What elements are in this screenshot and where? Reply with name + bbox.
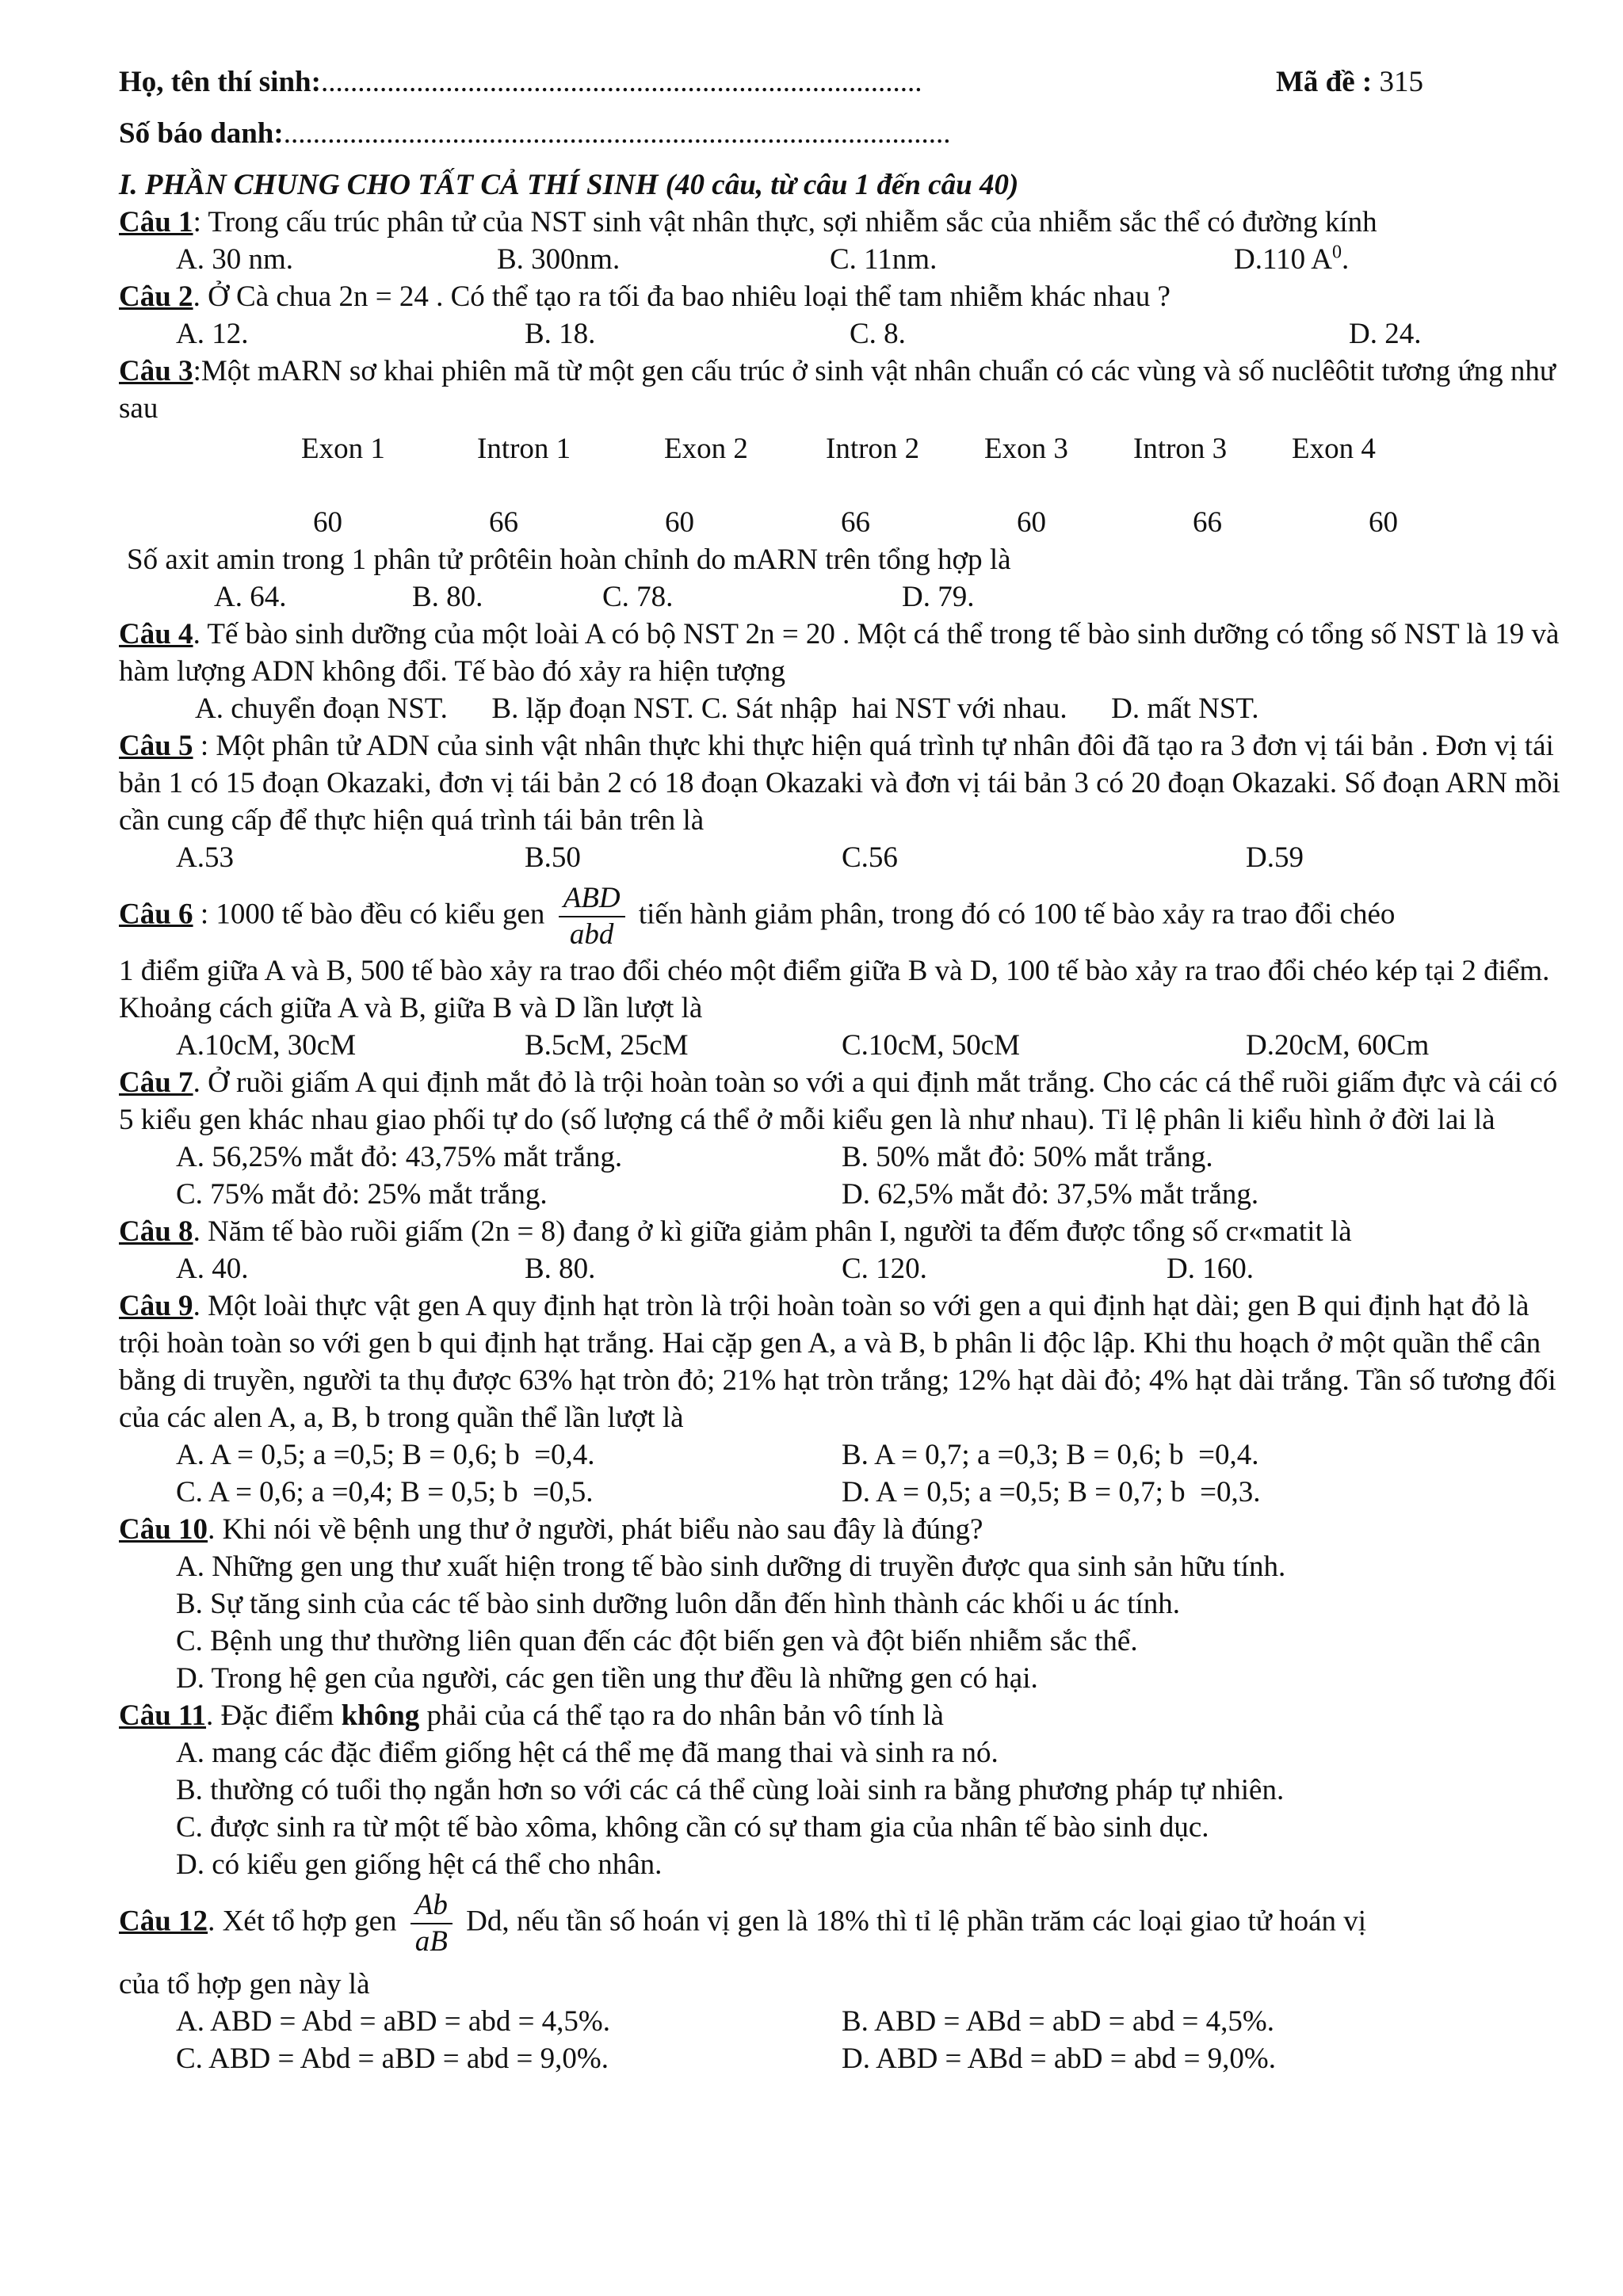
answer-c: C. Bệnh ung thư thường liên quan đến các đột biến gen và đột biến nhiễm sắc thể. — [176, 1625, 1138, 1657]
region-label: Exon 2 — [664, 433, 748, 465]
answers-q12-row2 — [119, 2040, 1561, 2077]
answer-d: D. 79. — [902, 581, 975, 613]
question-text: . Ở Cà chua 2n = 24 . Có thể tạo ra tối đa bao nhiêu loại thể tam nhiễm khác nhau ? — [193, 280, 1170, 313]
candidate-name-dots: .................................................................................. — [320, 66, 922, 98]
answer-a: A. 56,25% mắt đỏ: 43,75% mắt trắng. — [176, 1141, 623, 1173]
question-text: . Tế bào sinh dưỡng của một loài A có bộ NST 2n = 20 . Một cá thể trong tế bào sinh dưỡng có tổng số NST là 19 và hàm lượng ADN không đổi. Tế bào đó xảy ra hiện tượng — [119, 618, 1560, 688]
answer-d: D. A = 0,5; a =0,5; B = 0,7; b =0,3. — [842, 1476, 1261, 1508]
answers-q8 — [119, 1250, 1561, 1287]
answer-b: B. A = 0,7; a =0,3; B = 0,6; b =0,4. — [842, 1439, 1259, 1471]
genotype-fraction — [559, 881, 625, 952]
answer-d: D.59 — [1246, 841, 1304, 874]
answer-c: C. 8. — [850, 318, 906, 350]
answer-a: A. mang các đặc điểm giống hệt cá thể mẹ đã mang thai và sinh ra nó. — [176, 1737, 999, 1769]
question-text: . Xét tổ hợp gen — [208, 1905, 397, 1938]
answer-d: D.110 $A^0$. — [1234, 242, 1350, 276]
candidate-number-line — [119, 115, 1561, 152]
exam-code-label: Mã đề : — [1276, 66, 1373, 98]
exam-code-value: 315 — [1379, 66, 1423, 98]
answers-q9-row1 — [119, 1436, 1561, 1474]
answer-c: C.10cM, 50cM — [842, 1029, 1021, 1062]
question-text: : 1000 tế bào đều có kiểu gen — [193, 898, 545, 931]
answers-q4: A. chuyển đoạn NST. B. lặp đoạn NST. C. Sát nhập hai NST với nhau. D. mất NST. — [195, 692, 1259, 725]
question-text: . Khi nói về bệnh ung thư ở người, phát biểu nào sau đây là đúng? — [208, 1513, 983, 1546]
question-number: Câu 2 — [119, 280, 193, 313]
question-number: Câu 3 — [119, 355, 193, 387]
answer-a: A.53 — [176, 841, 234, 874]
answer-b: B. 18. — [525, 318, 596, 350]
region-count: 60 — [1369, 506, 1398, 539]
answer-d: D. có kiểu gen giống hệt cá thể cho nhân. — [176, 1848, 663, 1881]
fraction-numerator: ABD — [559, 881, 625, 917]
question-number: Câu 5 — [119, 730, 193, 762]
answer-a: A. Những gen ung thư xuất hiện trong tế bào sinh dưỡng di truyền được qua sinh sản hữu tính. — [176, 1550, 1286, 1583]
question-text: tiến hành giảm phân, trong đó có 100 tế bào xảy ra trao đổi chéo — [638, 898, 1396, 931]
question-number: Câu 4 — [119, 618, 193, 650]
fraction-numerator: Ab — [411, 1888, 453, 1924]
question-number: Câu 10 — [119, 1513, 208, 1546]
answer-c: C.56 — [842, 841, 898, 874]
question-text: Dd, nếu tần số hoán vị gen là 18% thì tỉ lệ phần trăm các loại giao tử hoán vị — [466, 1905, 1367, 1938]
question-2 — [119, 278, 1561, 315]
region-count: 66 — [841, 506, 870, 539]
fraction-denominator: aB — [414, 1925, 448, 1958]
candidate-name-label: Họ, tên thí sinh: — [119, 66, 321, 98]
answer-a: A. 64. — [214, 581, 287, 613]
question-number: Câu 6 — [119, 898, 193, 931]
question-7 — [119, 1064, 1561, 1138]
answer-a: A. A = 0,5; a =0,5; B = 0,6; b =0,4. — [176, 1439, 595, 1471]
question-4 — [119, 616, 1561, 690]
answers-q6 — [119, 1027, 1561, 1064]
answer-b: B. 50% mắt đỏ: 50% mắt trắng. — [842, 1141, 1213, 1173]
answer-c: C. 75% mắt đỏ: 25% mắt trắng. — [176, 1178, 548, 1211]
question-number: Câu 9 — [119, 1290, 193, 1322]
answer-b: B. 80. — [525, 1253, 596, 1285]
answer-b: B.5cM, 25cM — [525, 1029, 689, 1062]
region-count: 66 — [489, 506, 518, 539]
answers-q9-row2 — [119, 1474, 1561, 1511]
answers-q7-row1 — [119, 1138, 1561, 1176]
answer-a: A.10cM, 30cM — [176, 1029, 357, 1062]
answer-a: A. ABD = Abd = aBD = abd = 4,5%. — [176, 2005, 611, 2038]
answers-q1 — [119, 241, 1561, 278]
question-3-prompt: Số axit amin trong 1 phân tử prôtêin hoàn chỉnh do mARN trên tổng hợp là — [127, 543, 1011, 576]
fraction-denominator: abd — [569, 918, 614, 951]
genotype-fraction — [411, 1888, 453, 1959]
question-5 — [119, 727, 1561, 839]
section-title: I. PHẦN CHUNG CHO TẤT CẢ THÍ SINH (40 câu, từ câu 1 đến câu 40) — [119, 169, 1019, 201]
question-6 — [119, 881, 1561, 952]
question-text: phải của cá thể tạo ra do nhân bản vô tính là — [419, 1699, 944, 1732]
question-number: Câu 7 — [119, 1066, 193, 1099]
answer-c: C. 78. — [602, 581, 674, 613]
region-count: 60 — [313, 506, 342, 539]
answer-b: B. 80. — [412, 581, 483, 613]
answer-b: B.50 — [525, 841, 581, 874]
region-label: Intron 2 — [826, 433, 920, 465]
answer-b: B. thường có tuổi thọ ngắn hơn so với các cá thể cùng loài sinh ra bằng phương pháp tự nhiên. — [176, 1774, 1285, 1806]
question-number: Câu 12 — [119, 1905, 208, 1938]
candidate-number-label: Số báo danh: — [119, 117, 284, 150]
candidate-number-dots: ........................................................................................... — [283, 117, 951, 150]
question-text: . Một loài thực vật gen A quy định hạt tròn là trội hoàn toàn so với gen a qui định hạt dài; gen B qui định hạt đỏ là trội hoàn toàn so với gen b qui định hạt trắng. Hai cặp gen A, a và B, b phân li độc lập. Khi thu hoạch ở một quần thể cân bằng di truyền, người ta thụ được 63% hạt tròn đỏ; 21% hạt tròn trắng; 12% hạt dài đỏ; 4% hạt dài trắng. Tần số tương đối của các alen A, a, B, b trong quần thể lần lượt là — [119, 1290, 1556, 1434]
answer-d: D.20cM, 60Cm — [1246, 1029, 1430, 1062]
question-6-continued: 1 điểm giữa A và B, 500 tế bào xảy ra trao đổi chéo một điểm giữa B và D, 100 tế bào xảy ra trao đổi chéo kép tại 2 điểm. Khoảng cách giữa A và B, giữa B và D lần lượt là — [119, 955, 1550, 1024]
answers-q3 — [119, 578, 1561, 616]
answer-c: C. 120. — [842, 1253, 927, 1285]
question-1 — [119, 204, 1561, 241]
answer-a: A. 12. — [176, 318, 249, 350]
region-label: Exon 4 — [1292, 433, 1376, 465]
question-9 — [119, 1287, 1561, 1436]
question-3 — [119, 353, 1561, 427]
question-text: : Trong cấu trúc phân tử của NST sinh vật nhân thực, sợi nhiễm sắc của nhiễm sắc thể có đường kính — [193, 206, 1377, 238]
mrna-counts — [313, 504, 1561, 541]
answer-b: B. ABD = ABd = abD = abd = 4,5%. — [842, 2005, 1274, 2038]
mrna-regions — [301, 430, 1561, 467]
answer-c: C. 11nm. — [830, 243, 938, 276]
question-12-continued: của tổ hợp gen này là — [119, 1968, 370, 2000]
question-8 — [119, 1213, 1561, 1250]
exam-page — [119, 63, 1561, 2077]
candidate-name-line — [119, 63, 1561, 101]
question-12 — [119, 1888, 1561, 1959]
answer-c: C. A = 0,6; a =0,4; B = 0,5; b =0,5. — [176, 1476, 594, 1508]
question-text: . Năm tế bào ruồi giấm (2n = 8) đang ở kì giữa giảm phân I, người ta đếm được tổng số cr«matit là — [193, 1215, 1352, 1248]
question-number: Câu 11 — [119, 1699, 207, 1732]
question-text: :Một mARN sơ khai phiên mã từ một gen cấu trúc ở sinh vật nhân chuẩn có các vùng và số nuclêôtit tương ứng như sau — [119, 355, 1556, 425]
answer-a: A. 40. — [176, 1253, 249, 1285]
answers-q7-row2 — [119, 1176, 1561, 1213]
region-label: Intron 1 — [477, 433, 571, 465]
question-10 — [119, 1511, 1561, 1548]
answer-c: C. ABD = Abd = aBD = abd = 9,0%. — [176, 2042, 609, 2075]
answer-d: D. Trong hệ gen của người, các gen tiền ung thư đều là những gen có hại. — [176, 1662, 1038, 1695]
question-number: Câu 8 — [119, 1215, 193, 1248]
question-emphasis: không — [341, 1699, 420, 1732]
question-number: Câu 1 — [119, 206, 193, 238]
question-text: : Một phân tử ADN của sinh vật nhân thực khi thực hiện quá trình tự nhân đôi đã tạo ra 3 đơn vị tái bản . Đơn vị tái bản 1 có 15 đoạn Okazaki, đơn vị tái bản 2 có 18 đoạn Okazaki và đơn vị tái bản 3 có 20 đoạn Okazaki. Số đoạn ARN mồi cần cung cấp để thực hiện quá trình tái bản trên là — [119, 730, 1560, 837]
answer-d: D. 160. — [1167, 1253, 1254, 1285]
answer-b: B. 300nm. — [497, 243, 621, 276]
region-count: 60 — [1017, 506, 1046, 539]
question-text: . Ở ruồi giấm A qui định mắt đỏ là trội hoàn toàn so với a qui định mắt trắng. Cho các cá thể ruồi giấm đực và cái có 5 kiểu gen khác nhau giao phối tự do (số lượng cá thể ở mỗi kiểu gen là như nhau). Tỉ lệ phân li kiểu hình ở đời lai là — [119, 1066, 1558, 1136]
region-label: Exon 1 — [301, 433, 385, 465]
exam-code — [1276, 63, 1423, 101]
answers-q5 — [119, 839, 1561, 876]
answer-a: A. 30 nm. — [176, 243, 293, 276]
answer-c: C. được sinh ra từ một tế bào xôma, không cần có sự tham gia của nhân tế bào sinh dục. — [176, 1811, 1209, 1844]
region-label: Intron 3 — [1133, 433, 1228, 465]
answer-d: D. 62,5% mắt đỏ: 37,5% mắt trắng. — [842, 1178, 1259, 1211]
answers-q12-row1 — [119, 2003, 1561, 2040]
region-count: 66 — [1193, 506, 1222, 539]
region-count: 60 — [665, 506, 694, 539]
region-label: Exon 3 — [984, 433, 1068, 465]
question-11 — [119, 1697, 1561, 1734]
answer-b: B. Sự tăng sinh của các tế bào sinh dưỡng luôn dẫn đến hình thành các khối u ác tính. — [176, 1588, 1181, 1620]
answer-d: D. 24. — [1349, 318, 1422, 350]
answer-d: D. ABD = ABd = abD = abd = 9,0%. — [842, 2042, 1277, 2075]
question-text: . Đặc điểm — [206, 1699, 342, 1732]
answers-q2 — [119, 315, 1561, 353]
